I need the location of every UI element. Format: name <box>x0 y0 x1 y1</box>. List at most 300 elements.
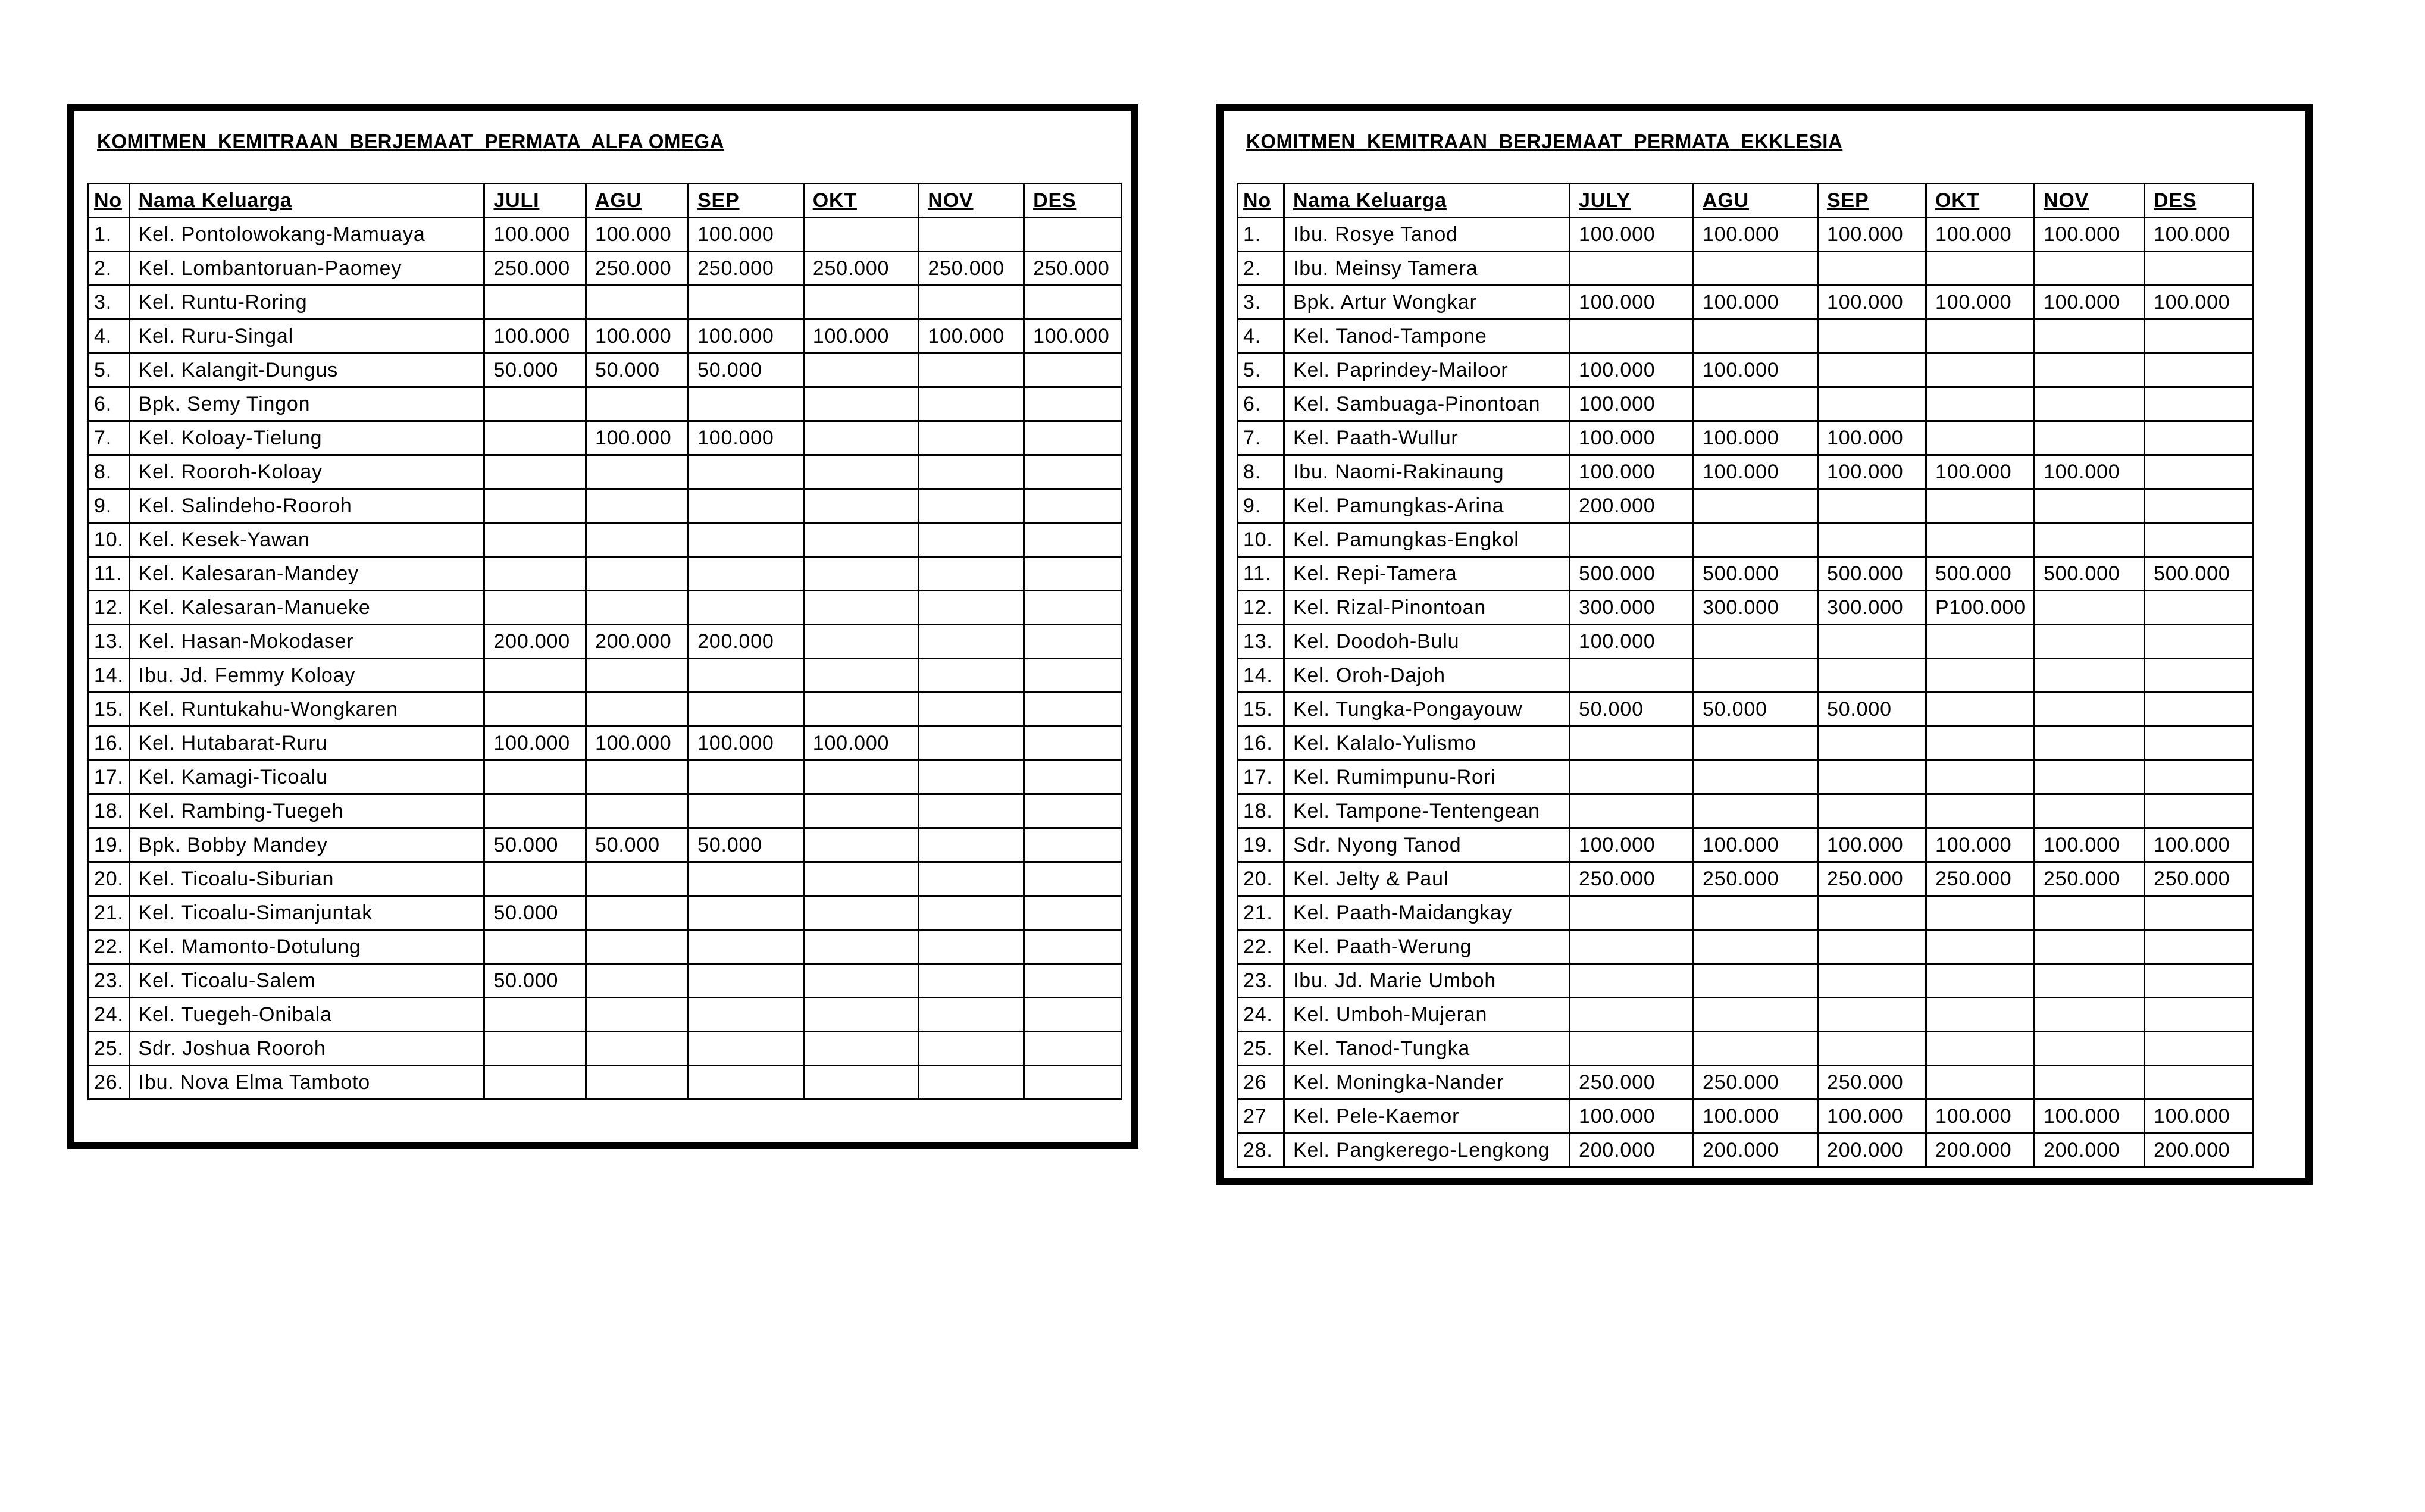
table-edge <box>1121 421 1131 455</box>
family-name: Kel. Sambuaga-Pinontoan <box>1284 387 1570 421</box>
amount-cell <box>689 930 804 964</box>
amount-cell <box>1694 489 1818 523</box>
amount-cell <box>2035 387 2145 421</box>
amount-cell <box>484 1066 586 1100</box>
family-name: Ibu. Rosye Tanod <box>1284 218 1570 252</box>
amount-cell <box>1926 1032 2035 1066</box>
row-number: 17. <box>89 760 130 794</box>
amount-cell <box>919 421 1024 455</box>
ekklesia-commitment-panel <box>1216 104 2313 1185</box>
family-name: Kel. Kamagi-Ticoalu <box>129 760 484 794</box>
amount-cell <box>2035 930 2145 964</box>
table-row <box>1238 1134 2253 1167</box>
amount-cell <box>689 1066 804 1100</box>
row-number: 4. <box>1238 320 1284 353</box>
family-name: Kel. Paprindey-Mailoor <box>1284 353 1570 387</box>
table-edge <box>1121 489 1131 523</box>
row-number: 3. <box>1238 286 1284 320</box>
amount-cell <box>1570 930 1694 964</box>
row-number: 16. <box>89 727 130 760</box>
family-name: Kel. Runtu-Roring <box>129 286 484 320</box>
amount-cell: 100.000 <box>1570 218 1694 252</box>
amount-cell <box>803 1032 919 1066</box>
row-number: 27 <box>1238 1100 1284 1134</box>
amount-cell <box>803 998 919 1032</box>
table-row <box>89 862 1131 896</box>
row-number: 9. <box>1238 489 1284 523</box>
amount-cell: 100.000 <box>1926 286 2035 320</box>
family-name: Kel. Koloay-Tielung <box>129 421 484 455</box>
amount-cell: 100.000 <box>484 320 586 353</box>
amount-cell: 250.000 <box>1694 1066 1818 1100</box>
amount-cell <box>2145 489 2253 523</box>
amount-cell <box>1024 625 1122 659</box>
family-name: Kel. Ruru-Singal <box>129 320 484 353</box>
amount-cell <box>803 387 919 421</box>
amount-cell: 500.000 <box>2035 557 2145 591</box>
row-number: 2. <box>1238 252 1284 286</box>
row-number: 21. <box>89 896 130 930</box>
amount-cell <box>1694 252 1818 286</box>
amount-cell <box>2145 998 2253 1032</box>
amount-cell <box>1694 1032 1818 1066</box>
family-name: Kel. Tanod-Tungka <box>1284 1032 1570 1066</box>
amount-cell: 50.000 <box>484 828 586 862</box>
header-no: No <box>1238 184 1284 218</box>
table-edge <box>1121 557 1131 591</box>
row-number: 6. <box>1238 387 1284 421</box>
amount-cell: 250.000 <box>919 252 1024 286</box>
row-number: 8. <box>89 455 130 489</box>
amount-cell <box>1024 387 1122 421</box>
amount-cell: 50.000 <box>484 353 586 387</box>
amount-cell <box>1024 1032 1122 1066</box>
amount-cell <box>1694 964 1818 998</box>
amount-cell <box>2035 625 2145 659</box>
amount-cell: 100.000 <box>1818 455 1926 489</box>
amount-cell <box>919 794 1024 828</box>
amount-cell <box>919 998 1024 1032</box>
family-name: Kel. Salindeho-Rooroh <box>129 489 484 523</box>
row-number: 19. <box>89 828 130 862</box>
amount-cell: 250.000 <box>586 252 689 286</box>
row-number: 14. <box>89 659 130 693</box>
amount-cell <box>2145 693 2253 727</box>
row-number: 23. <box>89 964 130 998</box>
table-header-row <box>1238 184 2253 218</box>
row-number: 10. <box>89 523 130 557</box>
amount-cell <box>1570 998 1694 1032</box>
table-row <box>89 218 1131 252</box>
amount-cell: 250.000 <box>1818 1066 1926 1100</box>
amount-cell <box>2145 760 2253 794</box>
amount-cell <box>1818 252 1926 286</box>
amount-cell <box>1570 964 1694 998</box>
amount-cell <box>919 930 1024 964</box>
table-row <box>89 1066 1131 1100</box>
table-row <box>1238 1032 2253 1066</box>
table-row <box>89 557 1131 591</box>
family-name: Ibu. Jd. Femmy Koloay <box>129 659 484 693</box>
family-name: Kel. Tampone-Tentengean <box>1284 794 1570 828</box>
table-row <box>89 353 1131 387</box>
table-edge <box>1121 252 1131 286</box>
amount-cell: 100.000 <box>689 727 804 760</box>
amount-cell <box>2035 591 2145 625</box>
amount-cell: 100.000 <box>2035 218 2145 252</box>
amount-cell <box>484 794 586 828</box>
amount-cell <box>919 489 1024 523</box>
amount-cell <box>2145 387 2253 421</box>
family-name: Kel. Umboh-Mujeran <box>1284 998 1570 1032</box>
amount-cell: 250.000 <box>484 252 586 286</box>
family-name: Kel. Rumimpunu-Rori <box>1284 760 1570 794</box>
amount-cell: 100.000 <box>2035 455 2145 489</box>
table-edge <box>1121 862 1131 896</box>
amount-cell <box>1024 998 1122 1032</box>
table-row <box>89 794 1131 828</box>
table-row <box>89 286 1131 320</box>
row-number: 7. <box>1238 421 1284 455</box>
header-month: JULI <box>484 184 586 218</box>
amount-cell <box>919 286 1024 320</box>
family-name: Kel. Paath-Wullur <box>1284 421 1570 455</box>
amount-cell <box>1926 1066 2035 1100</box>
table-row <box>1238 252 2253 286</box>
amount-cell <box>919 659 1024 693</box>
amount-cell <box>1570 896 1694 930</box>
amount-cell <box>689 794 804 828</box>
amount-cell <box>2145 1066 2253 1100</box>
amount-cell <box>689 693 804 727</box>
amount-cell <box>803 828 919 862</box>
table-edge <box>1121 387 1131 421</box>
amount-cell <box>586 659 689 693</box>
amount-cell: 50.000 <box>1694 693 1818 727</box>
table-row <box>1238 523 2253 557</box>
row-number: 7. <box>89 421 130 455</box>
amount-cell <box>2035 421 2145 455</box>
amount-cell <box>2035 998 2145 1032</box>
amount-cell <box>2145 1032 2253 1066</box>
ekklesia-table <box>1237 183 2254 1168</box>
family-name: Kel. Ticoalu-Simanjuntak <box>129 896 484 930</box>
row-number: 10. <box>1238 523 1284 557</box>
amount-cell <box>1926 489 2035 523</box>
amount-cell: 500.000 <box>1694 557 1818 591</box>
amount-cell: 100.000 <box>1926 1100 2035 1134</box>
amount-cell <box>689 286 804 320</box>
amount-cell <box>2035 252 2145 286</box>
header-month: OKT <box>1926 184 2035 218</box>
amount-cell <box>1818 760 1926 794</box>
amount-cell <box>919 625 1024 659</box>
amount-cell: 250.000 <box>2145 862 2253 896</box>
table-header-row <box>89 184 1131 218</box>
amount-cell: 100.000 <box>689 320 804 353</box>
row-number: 26. <box>89 1066 130 1100</box>
amount-cell <box>919 727 1024 760</box>
amount-cell <box>803 896 919 930</box>
amount-cell <box>1926 794 2035 828</box>
amount-cell <box>1024 828 1122 862</box>
amount-cell <box>1024 896 1122 930</box>
amount-cell <box>1694 794 1818 828</box>
amount-cell: 250.000 <box>1818 862 1926 896</box>
amount-cell <box>2035 353 2145 387</box>
table-row <box>1238 1066 2253 1100</box>
table-row <box>1238 218 2253 252</box>
amount-cell <box>919 557 1024 591</box>
table-edge <box>1121 523 1131 557</box>
row-number: 20. <box>89 862 130 896</box>
amount-cell <box>2145 320 2253 353</box>
row-number: 14. <box>1238 659 1284 693</box>
amount-cell <box>919 218 1024 252</box>
amount-cell <box>586 489 689 523</box>
amount-cell <box>586 693 689 727</box>
amount-cell <box>803 760 919 794</box>
amount-cell <box>2035 489 2145 523</box>
amount-cell <box>1926 659 2035 693</box>
amount-cell <box>689 659 804 693</box>
amount-cell <box>1926 252 2035 286</box>
amount-cell <box>484 998 586 1032</box>
amount-cell <box>919 693 1024 727</box>
amount-cell: 100.000 <box>586 218 689 252</box>
row-number: 18. <box>1238 794 1284 828</box>
row-number: 1. <box>1238 218 1284 252</box>
table-row <box>89 489 1131 523</box>
row-number: 3. <box>89 286 130 320</box>
amount-cell: 100.000 <box>1570 286 1694 320</box>
amount-cell <box>586 964 689 998</box>
row-number: 1. <box>89 218 130 252</box>
amount-cell <box>689 523 804 557</box>
amount-cell <box>689 591 804 625</box>
amount-cell <box>1818 930 1926 964</box>
table-row <box>1238 760 2253 794</box>
amount-cell: 100.000 <box>2145 1100 2253 1134</box>
table-row <box>1238 625 2253 659</box>
amount-cell <box>586 387 689 421</box>
amount-cell <box>2145 252 2253 286</box>
family-name: Kel. Oroh-Dajoh <box>1284 659 1570 693</box>
amount-cell <box>803 862 919 896</box>
table-row <box>89 1032 1131 1066</box>
amount-cell <box>1694 523 1818 557</box>
amount-cell <box>1694 659 1818 693</box>
amount-cell <box>919 828 1024 862</box>
header-no: No <box>89 184 130 218</box>
amount-cell <box>1024 727 1122 760</box>
amount-cell: 100.000 <box>1694 218 1818 252</box>
amount-cell <box>484 286 586 320</box>
table-row <box>1238 489 2253 523</box>
amount-cell <box>1926 727 2035 760</box>
family-name: Kel. Kalesaran-Mandey <box>129 557 484 591</box>
amount-cell: 200.000 <box>484 625 586 659</box>
amount-cell <box>2145 896 2253 930</box>
amount-cell <box>1818 523 1926 557</box>
amount-cell <box>689 455 804 489</box>
table-row <box>89 625 1131 659</box>
table-row <box>89 252 1131 286</box>
amount-cell <box>1570 659 1694 693</box>
amount-cell: 100.000 <box>689 218 804 252</box>
amount-cell <box>1694 896 1818 930</box>
header-family-name: Nama Keluarga <box>129 184 484 218</box>
amount-cell <box>803 794 919 828</box>
amount-cell <box>689 998 804 1032</box>
amount-cell: 200.000 <box>1818 1134 1926 1167</box>
amount-cell <box>1926 523 2035 557</box>
table-row <box>1238 557 2253 591</box>
family-name: Ibu. Naomi-Rakinaung <box>1284 455 1570 489</box>
amount-cell <box>1926 693 2035 727</box>
amount-cell <box>2035 1066 2145 1100</box>
header-month: NOV <box>2035 184 2145 218</box>
amount-cell: 300.000 <box>1818 591 1926 625</box>
row-number: 5. <box>89 353 130 387</box>
amount-cell: 100.000 <box>1818 1100 1926 1134</box>
row-number: 20. <box>1238 862 1284 896</box>
family-name: Kel. Paath-Maidangkay <box>1284 896 1570 930</box>
amount-cell <box>919 964 1024 998</box>
amount-cell <box>1024 557 1122 591</box>
table-edge <box>1121 1066 1131 1100</box>
row-number: 13. <box>89 625 130 659</box>
header-month: AGU <box>1694 184 1818 218</box>
amount-cell <box>1024 964 1122 998</box>
amount-cell <box>919 523 1024 557</box>
amount-cell: 250.000 <box>1694 862 1818 896</box>
table-row <box>1238 896 2253 930</box>
amount-cell <box>1024 862 1122 896</box>
amount-cell <box>2035 964 2145 998</box>
amount-cell: 100.000 <box>1694 353 1818 387</box>
amount-cell <box>586 1032 689 1066</box>
table-row <box>89 421 1131 455</box>
row-number: 11. <box>1238 557 1284 591</box>
amount-cell <box>1926 896 2035 930</box>
family-name: Kel. Tuegeh-Onibala <box>129 998 484 1032</box>
table-edge <box>1121 591 1131 625</box>
header-family-name: Nama Keluarga <box>1284 184 1570 218</box>
row-number: 11. <box>89 557 130 591</box>
amount-cell <box>1818 387 1926 421</box>
row-number: 24. <box>89 998 130 1032</box>
amount-cell <box>1818 625 1926 659</box>
amount-cell: 100.000 <box>1926 455 2035 489</box>
table-row <box>1238 455 2253 489</box>
row-number: 25. <box>89 1032 130 1066</box>
table-row <box>89 930 1131 964</box>
family-name: Kel. Kalangit-Dungus <box>129 353 484 387</box>
family-name: Bpk. Artur Wongkar <box>1284 286 1570 320</box>
family-name: Kel. Doodoh-Bulu <box>1284 625 1570 659</box>
amount-cell <box>1694 760 1818 794</box>
amount-cell <box>1694 727 1818 760</box>
row-number: 12. <box>89 591 130 625</box>
row-number: 18. <box>89 794 130 828</box>
table-row <box>89 828 1131 862</box>
amount-cell <box>1024 591 1122 625</box>
amount-cell <box>1024 353 1122 387</box>
amount-cell <box>2145 625 2253 659</box>
amount-cell <box>1570 320 1694 353</box>
amount-cell: 250.000 <box>1926 862 2035 896</box>
table-edge <box>1121 353 1131 387</box>
row-number: 28. <box>1238 1134 1284 1167</box>
row-number: 15. <box>89 693 130 727</box>
header-month: JULY <box>1570 184 1694 218</box>
amount-cell: 200.000 <box>2145 1134 2253 1167</box>
amount-cell <box>586 557 689 591</box>
amount-cell: 200.000 <box>1570 1134 1694 1167</box>
amount-cell <box>803 353 919 387</box>
amount-cell <box>919 591 1024 625</box>
row-number: 26 <box>1238 1066 1284 1100</box>
amount-cell <box>1926 320 2035 353</box>
amount-cell <box>803 930 919 964</box>
amount-cell: 100.000 <box>1694 421 1818 455</box>
amount-cell <box>1926 930 2035 964</box>
family-name: Kel. Paath-Werung <box>1284 930 1570 964</box>
family-name: Kel. Ticoalu-Salem <box>129 964 484 998</box>
amount-cell <box>2035 659 2145 693</box>
amount-cell <box>689 760 804 794</box>
amount-cell: 100.000 <box>1694 286 1818 320</box>
row-number: 4. <box>89 320 130 353</box>
table-row <box>89 591 1131 625</box>
alfa-omega-table <box>87 183 1131 1100</box>
amount-cell: 50.000 <box>484 964 586 998</box>
amount-cell <box>586 998 689 1032</box>
amount-cell: P100.000 <box>1926 591 2035 625</box>
amount-cell <box>689 489 804 523</box>
family-name: Kel. Hasan-Mokodaser <box>129 625 484 659</box>
amount-cell: 100.000 <box>1570 828 1694 862</box>
amount-cell <box>586 286 689 320</box>
amount-cell <box>1926 387 2035 421</box>
family-name: Kel. Kalesaran-Manueke <box>129 591 484 625</box>
family-name: Sdr. Nyong Tanod <box>1284 828 1570 862</box>
amount-cell <box>2145 930 2253 964</box>
amount-cell <box>1024 489 1122 523</box>
amount-cell: 50.000 <box>1570 693 1694 727</box>
amount-cell <box>1926 625 2035 659</box>
amount-cell <box>2035 727 2145 760</box>
table-row <box>1238 659 2253 693</box>
header-month: DES <box>1024 184 1122 218</box>
amount-cell <box>1024 693 1122 727</box>
header-month: OKT <box>803 184 919 218</box>
amount-cell <box>803 286 919 320</box>
amount-cell <box>803 218 919 252</box>
table-row <box>1238 862 2253 896</box>
amount-cell <box>1818 998 1926 1032</box>
row-number: 2. <box>89 252 130 286</box>
amount-cell: 100.000 <box>2145 828 2253 862</box>
table-edge <box>1121 455 1131 489</box>
amount-cell <box>2035 794 2145 828</box>
table-row <box>1238 387 2253 421</box>
family-name: Kel. Rizal-Pinontoan <box>1284 591 1570 625</box>
row-number: 12. <box>1238 591 1284 625</box>
amount-cell <box>919 1032 1024 1066</box>
amount-cell <box>803 659 919 693</box>
